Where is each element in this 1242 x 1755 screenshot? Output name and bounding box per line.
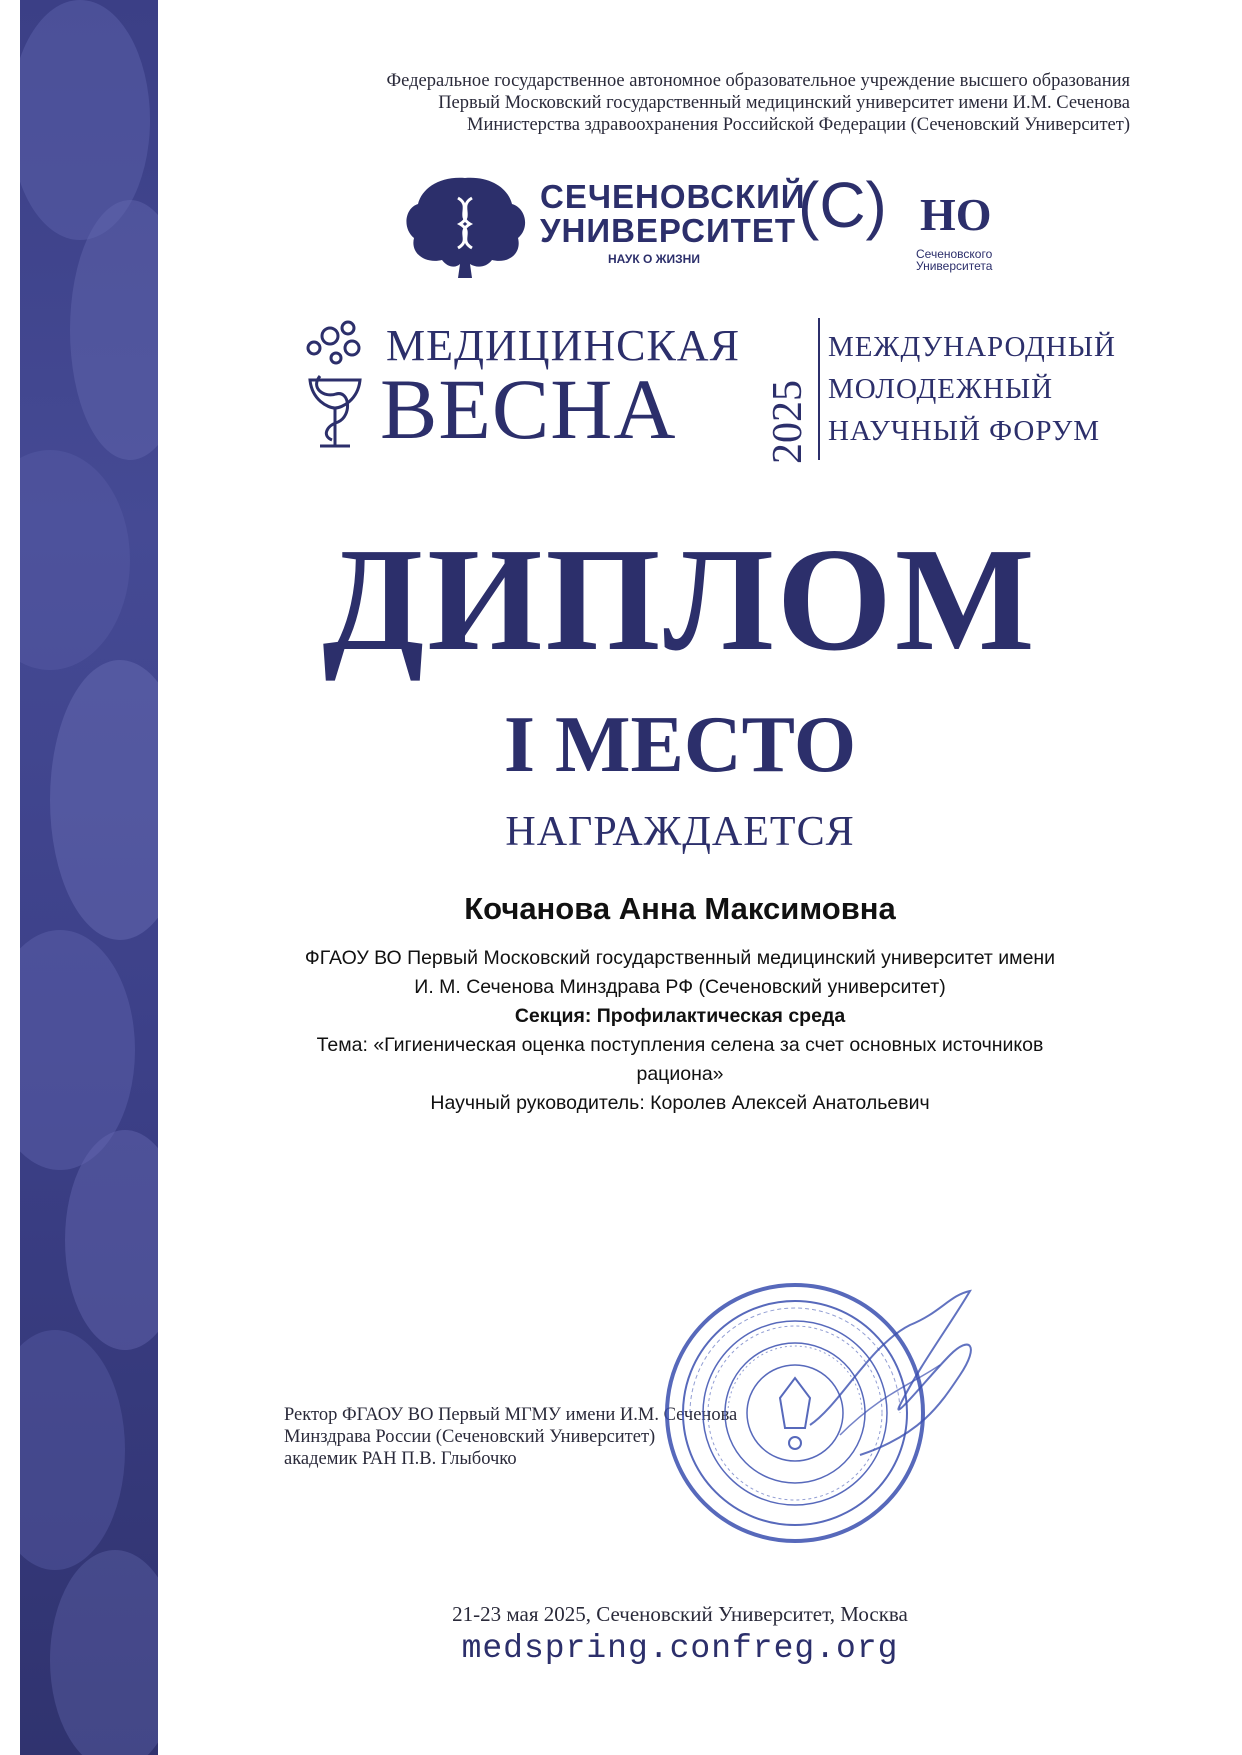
rector-signature	[800, 1285, 1000, 1485]
awarded-label: НАГРАЖДАЕТСЯ	[505, 809, 855, 855]
caduceus-flower-icon	[290, 318, 380, 458]
sno-sub-line-2: Университета	[916, 259, 993, 273]
institution-line-1: ФГАОУ ВО Первый Московский государственный медицинский университет имени	[304, 947, 1056, 969]
forum-logo	[290, 318, 1130, 468]
forum-desc-line-2: МОЛОДЕЖНЫЙ	[828, 373, 1054, 405]
sno-logo-text: НО	[920, 189, 992, 240]
university-name	[540, 180, 806, 248]
sno-sub-line-1: Сеченовского	[916, 247, 993, 261]
section-line	[230, 1002, 1130, 1031]
institution-header	[230, 70, 1130, 136]
institution-line-2: И. М. Сеченова Минздрава РФ (Сеченовский университет)	[414, 976, 946, 998]
topic-line-2: рациона»	[636, 1063, 724, 1085]
supervisor-line: Научный руководитель: Королев Алексей Анатольевич	[430, 1092, 930, 1114]
recipient-details	[230, 944, 1130, 1118]
logo-row	[400, 168, 1040, 283]
university-name-line-2: УНИВЕРСИТЕТ	[540, 212, 796, 249]
signer-line-1: Ректор ФГАОУ ВО Первый МГМУ имени И.М. Сеченова	[284, 1405, 738, 1425]
decorative-side-stripe	[20, 0, 158, 1755]
section-text: Секция: Профилактическая среда	[514, 1005, 846, 1027]
header-line-1: Федеральное государственное автономное образовательное учреждение высшего образования	[386, 71, 1130, 91]
signer-line-3: академик РАН П.В. Глыбочко	[284, 1449, 517, 1469]
diploma-title: ДИПЛОМ	[322, 518, 1038, 682]
diploma-place: I МЕСТО	[503, 701, 857, 789]
university-name-line-1: СЕЧЕНОВСКИЙ	[540, 178, 806, 215]
university-tagline: НАУК О ЖИЗНИ	[608, 252, 700, 266]
forum-word-medical: МЕДИЦИНСКАЯ	[386, 321, 740, 370]
recipient-name: Кочанова Анна Максимовна	[464, 891, 896, 926]
forum-year: 2025	[765, 380, 811, 464]
sno-logo-subtitle	[916, 248, 992, 272]
sno-logo-mark: (С)	[798, 169, 887, 241]
event-url[interactable]: medspring.confreg.org	[461, 1630, 899, 1667]
event-date-place: 21-23 мая 2025, Сеченовский Университет, Москва	[452, 1602, 908, 1626]
forum-desc-line-3: НАУЧНЫЙ ФОРУМ	[828, 415, 1101, 447]
forum-divider	[818, 318, 820, 460]
forum-word-spring: ВЕСНА	[380, 361, 677, 457]
header-line-3: Министерства здравоохранения Российской Федерации (Сеченовский Университет)	[467, 115, 1130, 135]
forum-desc-line-1: МЕЖДУНАРОДНЫЙ	[828, 331, 1116, 363]
topic-line-1: Тема: «Гигиеническая оценка поступления селена за счет основных источников	[316, 1034, 1044, 1056]
stripe-pattern	[20, 0, 158, 1755]
tree-logo-icon	[400, 170, 530, 280]
signer-line-2: Минздрава России (Сеченовский Университет)	[284, 1427, 656, 1447]
forum-description	[828, 326, 1116, 452]
header-line-2: Первый Московский государственный медицинский университет имени И.М. Сеченова	[438, 93, 1130, 113]
